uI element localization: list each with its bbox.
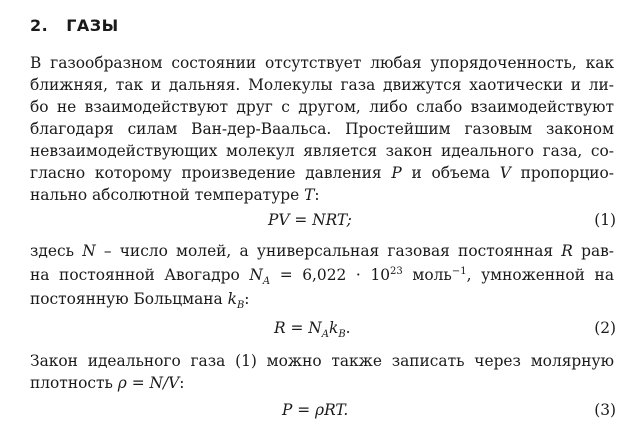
equation-3-number: (3) [594,401,616,419]
paragraph1-line3: бо не взаимодействуют друг с другом, либо слабо взаимодействуют [30,98,614,116]
paragraph1-line7: нально абсолютной температуре T: [30,186,320,204]
equation-2-expression: $R = N_Ak_B$. [274,319,351,341]
paragraph3-line2: плотность ρ = N/V: [30,374,185,392]
section-title: ГАЗЫ [66,16,119,35]
equation-3-expression: P = ρRT. [282,401,349,419]
paragraph3-line1: Закон идеального газа (1) можно также записать через молярную [30,352,614,370]
equation-2 [0,316,638,340]
section-heading [30,16,119,35]
paragraph1-line6: гласно которому произведение давления P и объема V пропорцио- [30,164,614,182]
paragraph1-line4: благодаря силам Ван-дер-Ваальса. Простейшим газовым законом [30,120,614,138]
paragraph1-line1: В газообразном состоянии отсутствует любая упорядоченность, как [30,54,614,72]
equation-1 [0,208,638,232]
paragraph1-line2: ближняя, так и дальняя. Молекулы газа движутся хаотически и ли- [30,76,614,94]
paragraph1-line5: невзаимодействующих молекул является закон идеального газа, со- [30,142,614,160]
paragraph2-line1: здесь N – число молей, а универсальная газовая постоянная R рав- [30,242,614,260]
paragraph2-line2: на постоянной Авогадро $N_A = 6,022 \cdot 10^{23}$ моль$^{-1}$, умноженной на [30,266,614,288]
section-number: 2. [30,16,49,35]
paragraph2-line3: постоянную Больцмана $k_B$: [30,290,250,312]
equation-1-number: (1) [594,211,616,229]
equation-1-expression: PV = NRT; [268,211,352,229]
equation-2-number: (2) [594,319,616,337]
equation-3 [0,398,638,422]
